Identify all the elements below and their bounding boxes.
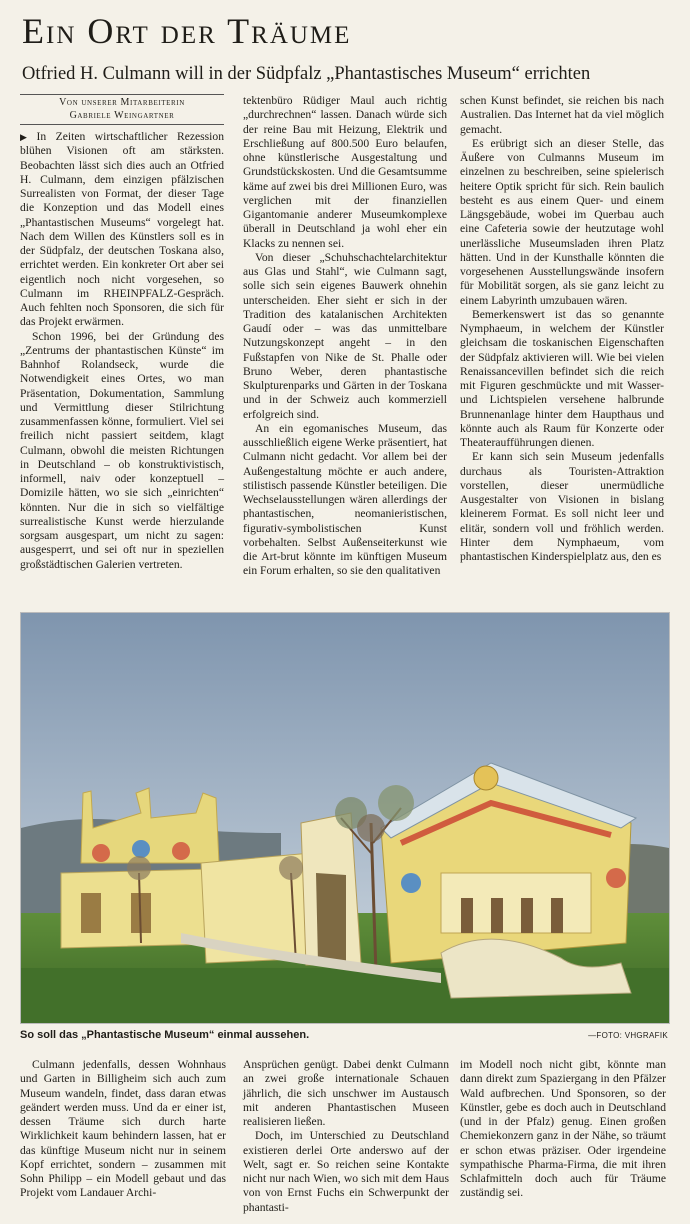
article-column-2 <box>243 94 447 579</box>
article-column-1 <box>20 94 224 572</box>
paragraph: Ansprüchen genügt. Dabei denkt Culmann an zwei große internationale Schauen jährlich, die sich unschwer im Austausch mit anderen Phantastischen Museen realisieren ließen. <box>243 1058 449 1128</box>
article-lower-column-1 <box>20 1058 226 1201</box>
paragraph: Schon 1996, bei der Gründung des „Zentrums der phantastischen Künste“ im Bahnhof Rolandseck, wurde die Notwendigkeit eines Ortes, wo man Präsentation, Dokumentation, Sammlung und Vermittlung dieser Stilrichtung zusammenfassen könne, formuliert. Viel sei freilich nicht passiert seitdem, klagt Culmann, obwohl die meisten Richtungen in Deutschland – ob konstruktivistisch, informell, naiv oder konzeptuell – Domizile hätten, wo sie sich „einrichten“ könnten. Nur die in sich so vielfältige surrealistische Kunst werde hierzulande sorgsam ausgespart, um nicht zu sagen: ausgesperrt, und sei oft nur in speziellen großstädtischen Galerien vertreten. <box>20 329 224 571</box>
article-lower-column-2 <box>243 1058 449 1215</box>
arrow-icon: ▶ <box>20 132 34 142</box>
paragraph: Es erübrigt sich an dieser Stelle, das Äußere von Culmanns Museum im einzelnen zu beschreiben, seine spielerisch heitere Optik spricht für sich. Rein baulich besteht es aus einem Quer- und einem Längsgebäude, wobei im Querbau auch eine Cafeteria sowie der heutzutage wohl unerlässliche Museumsladen ihren Platz hätten. Und in der Kunsthalle könnten die vorgesehenen Ausstellungswände insofern für Mobilität sorgen, als sie ganz leicht zu einem Labyrinth umzubauen wären. <box>460 136 664 307</box>
byline-line-2: Gabriele Weingartner <box>69 110 175 121</box>
paragraph: Culmann jedenfalls, dessen Wohnhaus und Garten in Billigheim sich auch zum Museum wandeln, findet, dass daran etwas geändert werden muss. Und da er einer ist, dessen Träume sich durch harte Wirklichkeit kaum behindern lassen, hat er das künftige Museum nicht nur in seinem Kopf errichtet, sondern – zusammen mit Sohn Philipp – ein Modell gebaut und das Projekt vom Landauer Archi- <box>20 1058 226 1200</box>
headline: Ein Ort der Träume <box>22 11 352 51</box>
paragraph: schen Kunst befindet, sie reichen bis nach Australien. Das Internet hat da viel möglich gemacht. <box>460 94 664 136</box>
caption-text: So soll das „Phantastische Museum“ einmal aussehen. <box>20 1029 310 1041</box>
paragraph: Bemerkenswert ist das so genannte Nymphaeum, in welchem der Künstler gleichsam die toskanischen Eigenschaften der Südpfalz aktivieren will. Wie bei vielen Renaissancevillen befindet sich die reich mit Figuren geschmückte und mit Wasser- und Lichtspielen versehene halbrunde Brunnenanlage hinter dem Haupthaus und könnte auch als Raum für Konzerte oder Theateraufführungen dienen. <box>460 307 664 449</box>
byline-line-1: Von unserer Mitarbeiterin <box>59 97 185 108</box>
museum-model-illustration <box>21 613 669 1023</box>
paragraph: An ein egomanisches Museum, das ausschließlich eigene Werke präsentiert, hat Culmann nicht gedacht. Vor allem bei der Außengestaltung möchte er auch andere, stilistisch passende Künstler beteiligen. Die Wechselausstellungen wären allerdings der phantastischen, neomanieristischen, figurativ-symbolistischen Kunst vorbehalten. Selbst Außenseiterkunst wie die Art-brut könnte im künftigen Museum ein Forum erhalten, so sie den qualitativen <box>243 421 447 578</box>
photo-caption <box>20 1029 668 1045</box>
subheadline: Otfried H. Culmann will in der Südpfalz „Phantastisches Museum“ errichten <box>22 64 591 84</box>
article-lower-column-3 <box>460 1058 666 1201</box>
byline <box>20 94 224 125</box>
paragraph: tektenbüro Rüdiger Maul auch richtig „durchrechnen“ lassen. Danach würde sich der reine Bau mit Heizung, Elektrik und Erschließung auf 800.500 Euro belaufen, ohne künstlerische Ausgestaltung und Grundstückskosten. Und die Gesamtsumme käme auf zwei bis drei Millionen Euro, was verglichen mit der finanziellen Gigantomanie anderer Museumkomplexe überall in Deutschland ja wohl eher ein Klacks zu nennen sei. <box>243 94 447 250</box>
paragraph: ▶ In Zeiten wirtschaftlicher Rezession blühen Visionen oft am stärksten. Beobachten lässt sich dies auch an Otfried H. Culmann, dem einzigen pfälzischen Surrealisten von Format, der dieser Tage die Konzeption und das Modell eines „Phantastischen Museums“ vorgelegt hat. Nach dem Willen des Künstlers soll es in der Südpfalz, der deutschen Toskana also, errichtet werden. Ein konkreter Ort aber sei eigentlich noch nicht vorgesehen, so Culmann im RHEINPFALZ-Gespräch. Auch fehlten noch Sponsoren, die sich für das Projekt erwärmen. <box>20 130 224 329</box>
paragraph: Er kann sich sein Museum jedenfalls durchaus als Touristen-Attraktion vorstellen, dieser unermüdliche Ausgestalter von Visionen in bislang kleinerem Format. Es soll nicht leer und elitär, sondern voll und fröhlich werden. Hinter dem Nymphaeum, vom phantastischen Kinderspielplatz aus, den es <box>460 450 664 563</box>
paragraph: Doch, im Unterschied zu Deutschland existieren derlei Orte anderswo auf der Welt, sagt er. So reichen seine Kontakte nicht nur nach Wien, wo sich mit dem Haus von von Ernst Fuchs ein Schwerpunkt der phantasti- <box>243 1129 449 1214</box>
museum-model-photo <box>20 612 670 1024</box>
article-column-3 <box>460 94 664 564</box>
paragraph: Von dieser „Schuhschachtelarchitektur aus Glas und Stahl“, wie Culmann sagt, solle sich sein eigenes Bauwerk ohnehin unterscheiden. Eher sieht er sich in der Tradition des katalanischen Architekten Gaudí oder – was das unmittelbare Nutzungskonzept angeht – in den Fußstapfen von Nike de St. Phalle oder Bruno Weber, deren phantastische Skulpturenparks und Gärten in der Toskana und in der Schweiz auch kommerziell erfolgreich sind. <box>243 250 447 421</box>
paragraph: im Modell noch nicht gibt, könnte man dann direkt zum Spaziergang in den Pfälzer Wald aufbrechen. Und Sponsoren, so der Künstler, gebe es doch auch in Deutschland (und in der Pfalz) genug. Einen großen Chemiekonzern ganz in der Nähe, so träumt er schon etwas präziser. Oder irgendeine sympathische Pharma-Firma, die mit ihren Schlafmitteln doch auch für Träume zuständig sei. <box>460 1058 666 1200</box>
photo-credit: —FOTO: VHGRAFIK <box>588 1031 668 1040</box>
